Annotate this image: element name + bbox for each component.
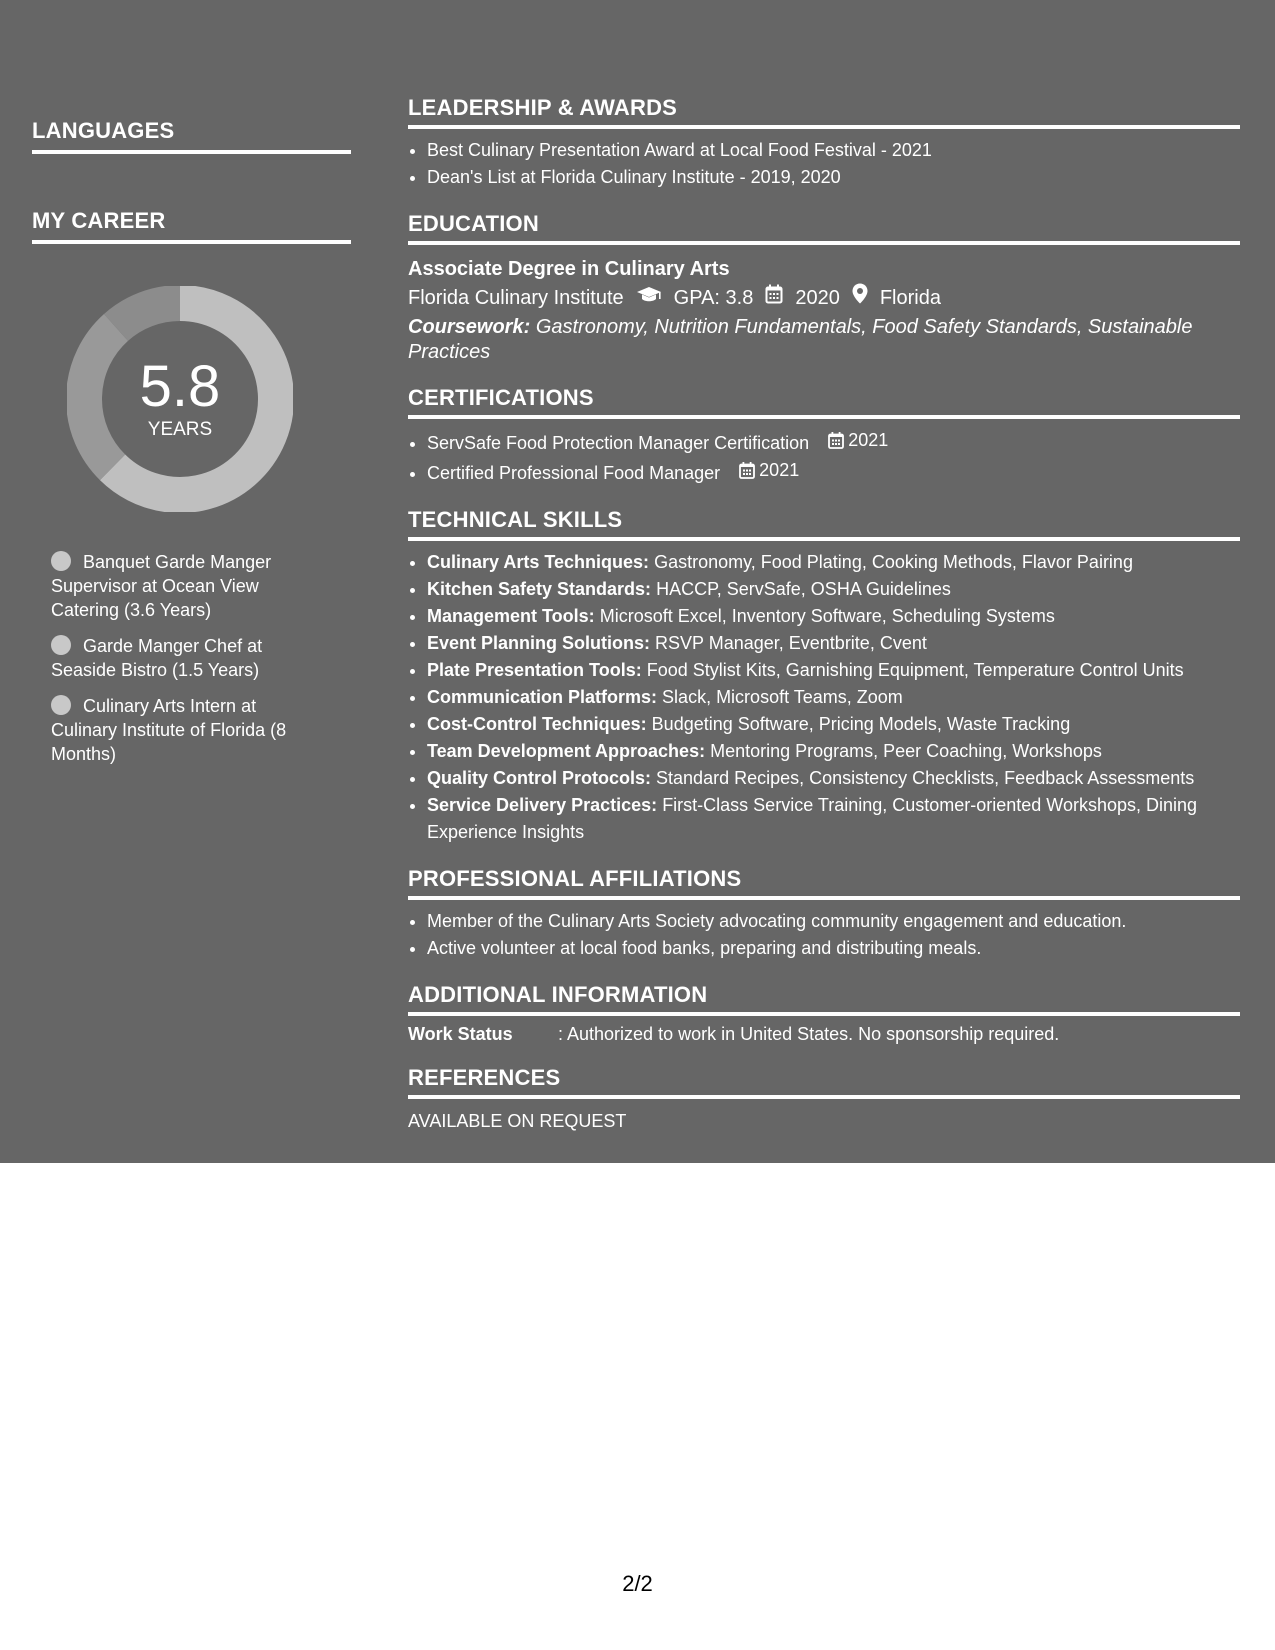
work-status-label: Work Status xyxy=(408,1024,513,1044)
certification-name: Certified Professional Food Manager xyxy=(427,463,721,483)
page-number: 2/2 xyxy=(622,1571,653,1596)
bullet-dot-icon xyxy=(51,551,71,571)
certification-year: 2021 xyxy=(759,460,800,480)
skill-label: Service Delivery Practices: xyxy=(427,795,658,815)
donut-center xyxy=(67,286,293,512)
affiliations-section xyxy=(408,866,1240,962)
bullet-dot-icon xyxy=(51,695,71,715)
skill-value: Microsoft Excel, Inventory Software, Scheduling Systems xyxy=(599,606,1055,626)
skill-item xyxy=(427,630,1240,657)
affiliations-heading: PROFESSIONAL AFFILIATIONS xyxy=(408,866,1240,900)
skill-label: Culinary Arts Techniques: xyxy=(427,552,650,572)
skill-value: HACCP, ServSafe, OSHA Guidelines xyxy=(656,579,951,599)
career-total-years: 5.8 xyxy=(139,354,221,419)
skill-label: Plate Presentation Tools: xyxy=(427,660,642,680)
certification-item xyxy=(427,427,1240,457)
certification-name: ServSafe Food Protection Manager Certification xyxy=(427,433,810,453)
career-item-text: Culinary Arts Intern at Culinary Institute of Florida (8 Months) xyxy=(51,696,287,764)
career-years-unit: YEARS xyxy=(147,419,213,440)
skill-item xyxy=(427,603,1240,630)
skill-value: Budgeting Software, Pricing Models, Waste Tracking xyxy=(651,714,1071,734)
certification-item xyxy=(427,457,1240,487)
skill-label: Kitchen Safety Standards: xyxy=(427,579,652,599)
languages-section xyxy=(32,118,351,208)
skill-value: First-Class Service Training, Customer-oriented Workshops, Dining Experience Insights xyxy=(427,795,1198,842)
skill-item xyxy=(427,684,1240,711)
skill-item xyxy=(427,765,1240,792)
skills-heading: TECHNICAL SKILLS xyxy=(408,507,1240,541)
certification-date xyxy=(828,427,888,454)
bullet-dot-icon xyxy=(51,635,71,655)
left-column xyxy=(32,118,351,778)
degree-title: Associate Degree in Culinary Arts xyxy=(408,258,730,280)
career-item xyxy=(51,550,321,622)
list-item: • Member of the Culinary Arts Society advocating community engagement and education. xyxy=(427,908,1240,935)
education-section xyxy=(408,211,1240,365)
skill-value: Food Stylist Kits, Garnishing Equipment, Temperature Control Units xyxy=(646,660,1184,680)
skill-label: Team Development Approaches: xyxy=(427,741,706,761)
calendar-icon xyxy=(739,462,755,479)
skill-item xyxy=(427,738,1240,765)
calendar-icon xyxy=(828,432,844,449)
gpa-value: GPA: 3.8 xyxy=(673,287,754,309)
work-status-value: : Authorized to work in United States. No sponsorship required. xyxy=(558,1024,1060,1044)
leadership-list xyxy=(408,137,1240,191)
coursework-text: Gastronomy, Nutrition Fundamentals, Food Safety Standards, Sustainable Practices xyxy=(408,316,1193,363)
career-list xyxy=(51,550,321,766)
skill-value: Mentoring Programs, Peer Coaching, Workshops xyxy=(710,741,1102,761)
additional-info-section xyxy=(408,982,1240,1045)
career-heading: MY CAREER xyxy=(32,208,351,244)
references-section xyxy=(408,1065,1240,1132)
education-meta xyxy=(408,283,1240,313)
skill-value: RSVP Manager, Eventbrite, Cvent xyxy=(655,633,927,653)
skill-item xyxy=(427,576,1240,603)
references-heading: REFERENCES xyxy=(408,1065,1240,1099)
certification-year: 2021 xyxy=(848,430,889,450)
career-item-text: Garde Manger Chef at Seaside Bistro (1.5 Years) xyxy=(51,636,263,680)
list-item: • Dean's List at Florida Culinary Institute - 2019, 2020 xyxy=(427,164,1240,191)
graduation-year: 2020 xyxy=(795,287,840,309)
right-column xyxy=(408,95,1240,1152)
skill-item xyxy=(427,657,1240,684)
location-pin-icon xyxy=(852,283,868,313)
education-heading: EDUCATION xyxy=(408,211,1240,245)
skill-label: Communication Platforms: xyxy=(427,687,658,707)
coursework-label: Coursework: xyxy=(408,316,531,338)
skill-value: Slack, Microsoft Teams, Zoom xyxy=(662,687,903,707)
certification-date xyxy=(739,457,799,484)
coursework xyxy=(408,315,1240,365)
career-donut-chart xyxy=(67,286,293,512)
leadership-section xyxy=(408,95,1240,191)
skill-item xyxy=(427,711,1240,738)
school-location: Florida xyxy=(879,287,941,309)
work-status-row xyxy=(408,1024,1240,1045)
leadership-heading: LEADERSHIP & AWARDS xyxy=(408,95,1240,129)
career-section xyxy=(32,208,351,766)
certifications-heading: CERTIFICATIONS xyxy=(408,385,1240,419)
skill-label: Management Tools: xyxy=(427,606,595,626)
certifications-section xyxy=(408,385,1240,487)
graduation-cap-icon xyxy=(636,283,662,313)
references-text: AVAILABLE ON REQUEST xyxy=(408,1111,627,1131)
skill-item xyxy=(427,792,1240,846)
career-item-text: Banquet Garde Manger Supervisor at Ocean View Catering (3.6 Years) xyxy=(51,552,272,620)
additional-info-heading: ADDITIONAL INFORMATION xyxy=(408,982,1240,1016)
list-item: • Active volunteer at local food banks, preparing and distributing meals. xyxy=(427,935,1240,962)
skill-item xyxy=(427,549,1240,576)
school-name: Florida Culinary Institute xyxy=(408,287,624,309)
list-item: • Best Culinary Presentation Award at Local Food Festival - 2021 xyxy=(427,137,1240,164)
skills-list xyxy=(408,549,1240,846)
skills-section xyxy=(408,507,1240,846)
skill-value: Standard Recipes, Consistency Checklists, Feedback Assessments xyxy=(656,768,1195,788)
skill-label: Cost-Control Techniques: xyxy=(427,714,647,734)
languages-heading: LANGUAGES xyxy=(32,118,351,154)
career-item xyxy=(51,634,321,682)
skill-label: Event Planning Solutions: xyxy=(427,633,651,653)
career-item xyxy=(51,694,321,766)
skill-label: Quality Control Protocols: xyxy=(427,768,652,788)
skill-value: Gastronomy, Food Plating, Cooking Methods, Flavor Pairing xyxy=(654,552,1133,572)
affiliations-list xyxy=(408,908,1240,962)
certifications-list xyxy=(408,427,1240,487)
calendar-icon xyxy=(765,283,783,313)
